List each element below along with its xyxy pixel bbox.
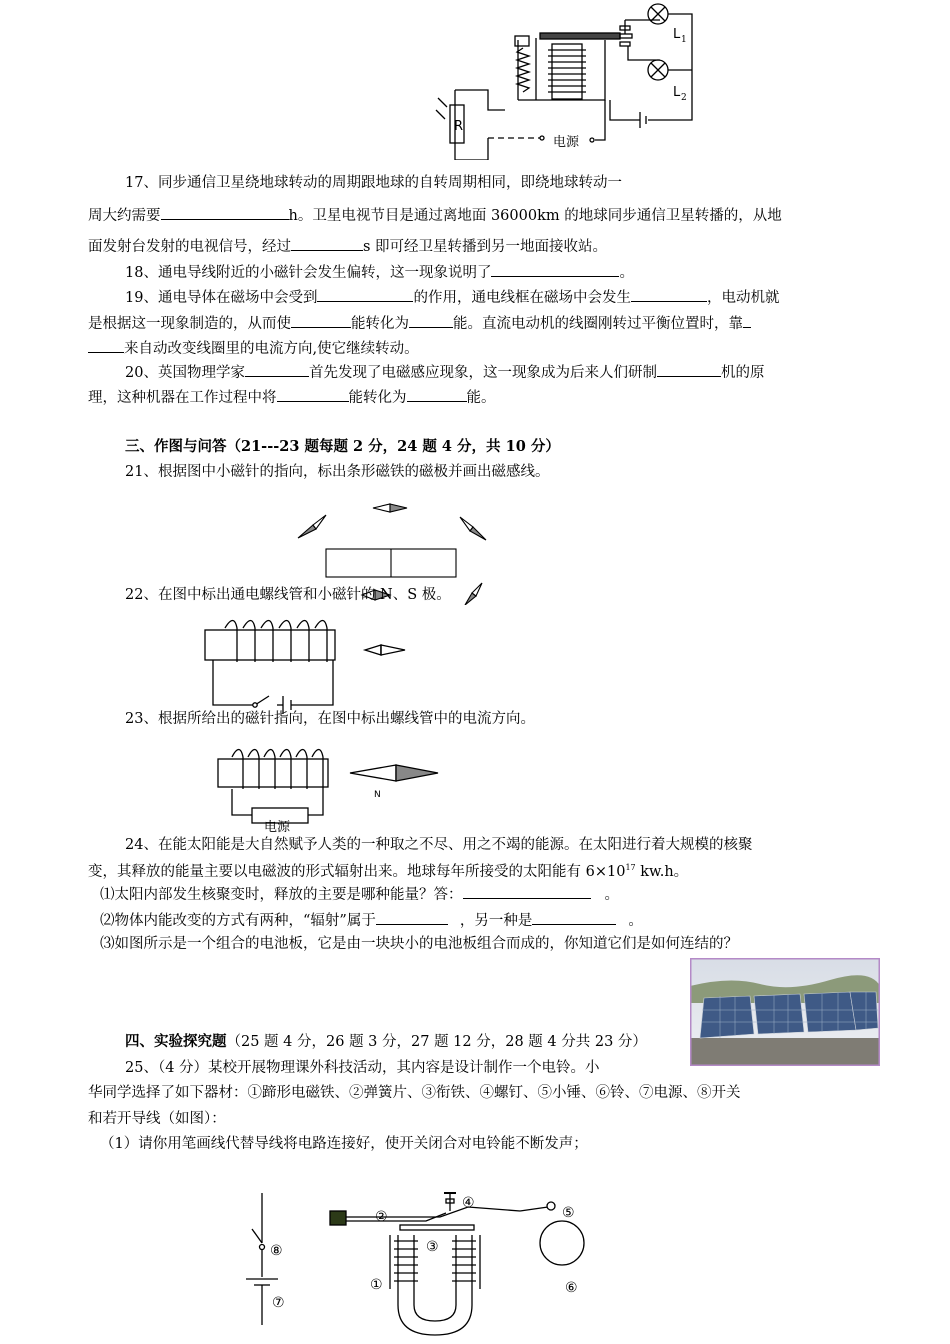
- label-5: ⑤: [562, 1205, 575, 1221]
- question-24-part-3: ⑶如图所示是一个组合的电池板，它是由一块块小的电池板组合而成的，你知道它们是如何连结的？: [100, 936, 738, 952]
- question-22: 22、在图中标出通电螺线管和小磁针的 N、S 极。: [125, 587, 451, 603]
- label-8: ⑧: [270, 1243, 283, 1259]
- section-3-title: 三、作图与问答（21---23 题每题 2 分，24 题 4 分，共 10 分）: [125, 438, 560, 455]
- label-4: ④: [462, 1195, 475, 1211]
- question-17-line-1: 17、同步通信卫星绕地球转动的周期跟地球的自转周期相同，即绕地球转动一: [125, 175, 622, 191]
- question-21: 21、根据图中小磁针的指向，标出条形磁铁的磁极并画出磁感线。: [125, 464, 550, 480]
- label-3: ③: [426, 1239, 439, 1255]
- question-25-line-3: 和若开导线（如图）：: [88, 1111, 226, 1127]
- question-17-line-2: 周大约需要 h。卫星电视节目是通过离地面 36000km 的地球同步通信卫星转播的，从地: [88, 205, 782, 226]
- section-4-title: 四、实验探究题（25 题 4 分，26 题 3 分，27 题 12 分，28 题 4 分共 23 分）: [125, 1033, 647, 1050]
- electric-bell-figure: [240, 1185, 610, 1344]
- question-17-line-3: 面发射台发射的电视信号，经过 s 即可经卫星转播到另一地面接收站。: [88, 236, 607, 257]
- question-20-line-1: 20、英国物理学家 首先发现了电磁感应现象，这一现象成为后来人们研制 机的原: [125, 362, 764, 383]
- question-20-line-2: 理，这种机器在工作过程中将 能转化为 能。: [88, 387, 496, 408]
- relay-power-label: 电源: [553, 135, 580, 150]
- question-24-part-2: ⑵物体内能改变的方式有两种，“辐射”属于 ，另一种是 。: [100, 910, 643, 931]
- relay-label-l2: L: [673, 85, 681, 100]
- needle-n-label: N: [374, 790, 381, 800]
- question-25-part-1: （1）请你用笔画线代替导线将电路连接好，使开关闭合对电铃能不断发声；: [100, 1136, 588, 1152]
- question-18: 18、通电导线附近的小磁针会发生偏转，这一现象说明了 。: [125, 262, 634, 283]
- solar-panel-photo: [690, 958, 880, 1066]
- relay-label-l1: L: [673, 27, 681, 42]
- power-label-23: 电源: [264, 820, 291, 835]
- solenoid-figure-22: [195, 610, 425, 715]
- relay-label-l1-sub: 1: [681, 35, 687, 45]
- question-19-line-2: 是根据这一现象制造的，从而使 能转化为 能。直流电动机的线圈刚转过平衡位置时，靠: [88, 313, 751, 334]
- question-24-part-1: ⑴太阳内部发生核聚变时，释放的主要是哪种能量？答： 。: [100, 884, 619, 905]
- relay-label-r: R: [454, 119, 464, 134]
- solenoid-figure-23: [212, 745, 442, 835]
- question-25-line-1: 25、（4 分）某校开展物理课外科技活动，其内容是设计制作一个电铃。小: [125, 1060, 600, 1076]
- question-23: 23、根据所给出的磁针指向，在图中标出螺线管中的电流方向。: [125, 711, 535, 727]
- relay-label-l2-sub: 2: [681, 93, 687, 103]
- label-1: ①: [370, 1277, 383, 1293]
- question-19-line-3: 来自动改变线圈里的电流方向,使它继续转动。: [88, 338, 419, 359]
- question-19-line-1: 19、通电导体在磁场中会受到 的作用，通电线框在磁场中会发生 ，电动机就: [125, 287, 779, 308]
- question-24-line-2: 变，其释放的能量主要以电磁波的形式辐射出来。地球每年所接受的太阳能有 $6\times 10^{17}$ kw.h。: [88, 863, 689, 880]
- relay-circuit-figure: [430, 0, 720, 160]
- question-24-line-1: 24、在能太阳能是大自然赋予人类的一种取之不尽、用之不竭的能源。在太阳进行着大规模的核聚: [125, 837, 753, 853]
- label-7: ⑦: [272, 1295, 285, 1311]
- question-25-line-2: 华同学选择了如下器材：①蹄形电磁铁、②弹簧片、③衔铁、④螺钉、⑤小锤、⑥铃、⑦电源、⑧开关: [88, 1085, 741, 1101]
- label-6: ⑥: [565, 1280, 578, 1296]
- label-2: ②: [375, 1209, 388, 1225]
